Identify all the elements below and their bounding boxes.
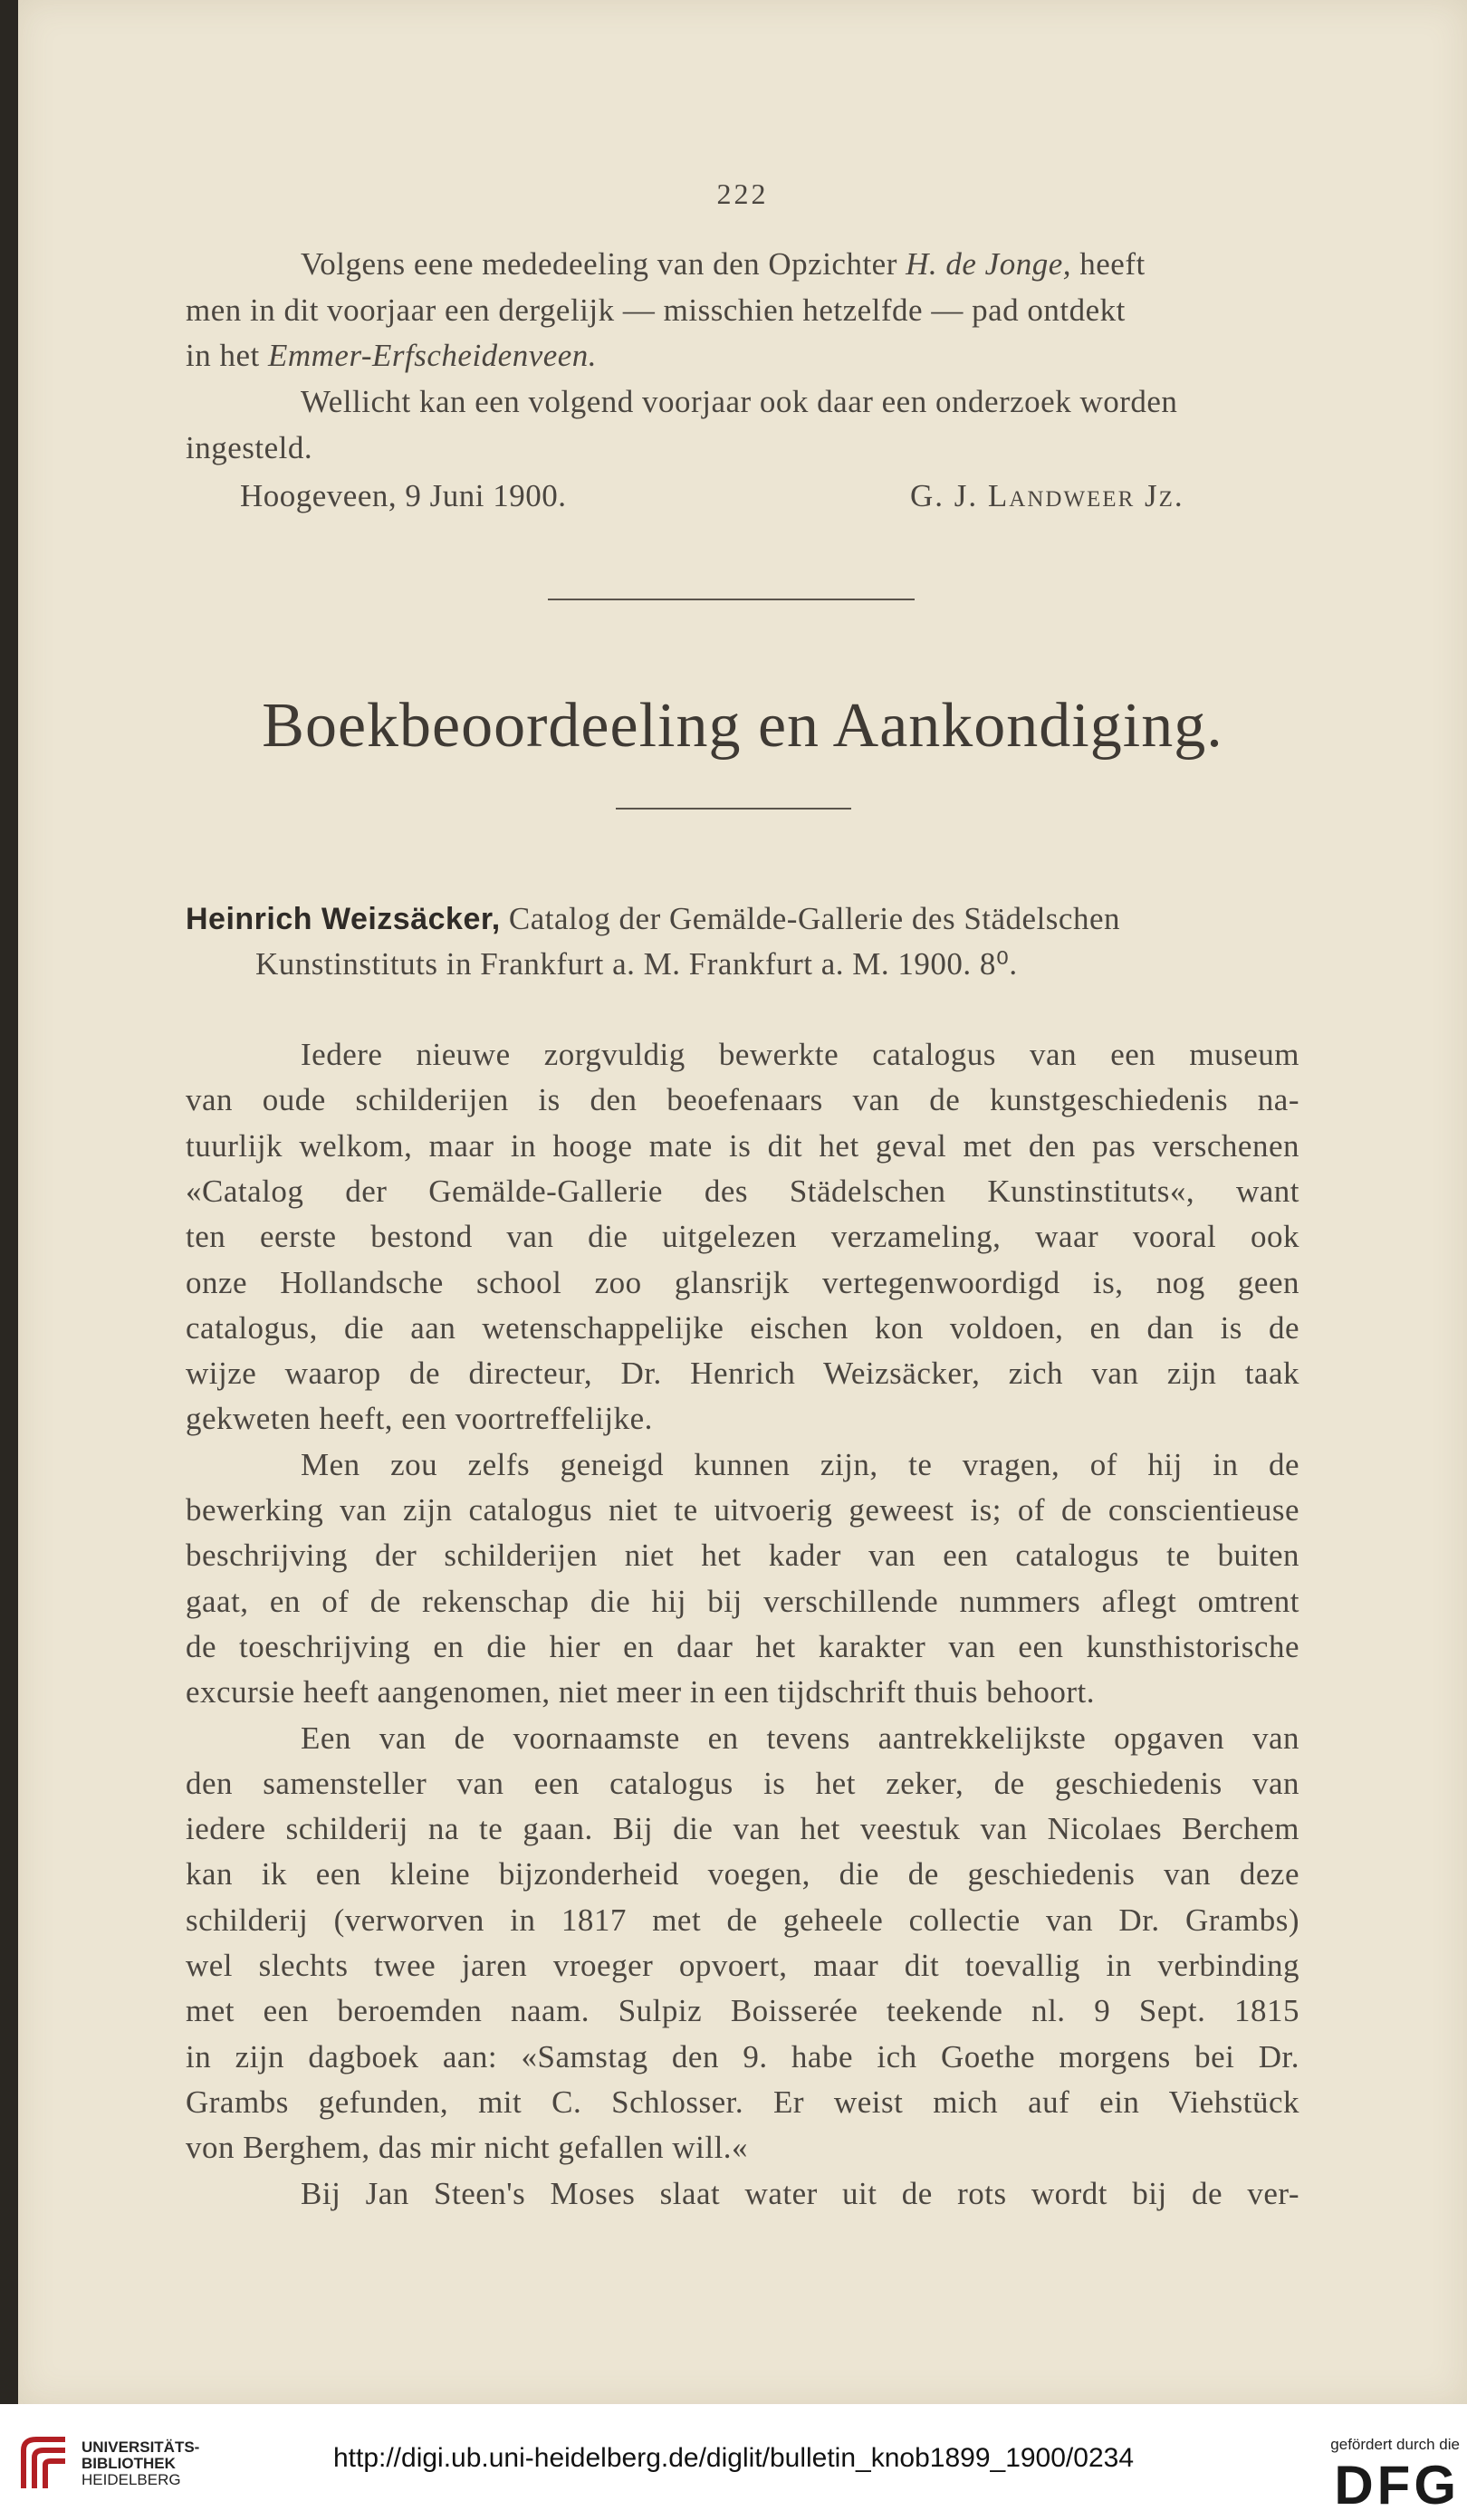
- scanned-page: [18, 0, 1467, 2404]
- page-number: 222: [716, 177, 769, 210]
- body-line: «Catalog der Gemälde-Gallerie des Städelschen Kunstinstituts«, want: [186, 1173, 1299, 1209]
- body-line: iedere schilderij na te gaan. Bij die van het veestuk van Nicolaes Berchem: [186, 1811, 1299, 1847]
- body-line: von Berghem, das mir nicht gefallen will.«: [186, 2130, 749, 2166]
- source-url-link[interactable]: http://digi.ub.uni-heidelberg.de/diglit/bulletin_knob1899_1900/0234: [332, 2443, 1135, 2473]
- place-date: Hoogeveen, 9 Juni 1900.: [240, 478, 567, 513]
- body-line: Bij Jan Steen's Moses slaat water uit de rots wordt bij de ver-: [301, 2175, 1299, 2211]
- body-line: kan ik een kleine bijzonderheid voegen, die de geschiedenis van deze: [186, 1856, 1299, 1892]
- body-line: excursie heeft aangenomen, niet meer in een tijdschrift thuis behoort.: [186, 1674, 1095, 1710]
- review-author: Heinrich Weizsäcker,: [186, 902, 501, 936]
- body-line: Iedere nieuwe zorgvuldig bewerkte catalogus van een museum: [301, 1037, 1299, 1072]
- intro-line-3: in het Emmer-Erfscheidenveen.: [186, 338, 598, 373]
- body-line: wijze waarop de directeur, Dr. Henrich Weizsäcker, zich van zijn taak: [186, 1356, 1299, 1392]
- section-title: Boekbeoordeeling en Aankondiging.: [262, 691, 1223, 761]
- body-line: bewerking van zijn catalogus niet te uitvoerig geweest is; of de conscientieuse: [186, 1492, 1299, 1528]
- body-line: de toeschrijving en die hier en daar het karakter van een kunsthistorische: [186, 1628, 1299, 1664]
- body-line: beschrijving der schilderijen niet het kader van een catalogus te buiten: [186, 1538, 1299, 1574]
- review-citation-line-1: Heinrich Weizsäcker, Catalog der Gemälde-Gallerie des Städelschen: [186, 901, 1120, 936]
- title-underline-rule: [616, 808, 851, 810]
- signature: G. J. Landweer Jz.: [910, 478, 1184, 513]
- funder-caption: gefördert durch die: [1330, 2436, 1460, 2453]
- body-line: catalogus, die aan wetenschappelijke eischen kon voldoen, en dan is de: [186, 1309, 1299, 1346]
- body-line: met een beroemden naam. Sulpiz Boisserée teekende nl. 9 Sept. 1815: [186, 1993, 1299, 2029]
- body-line: gekweten heeft, een voortreffelijke.: [186, 1401, 653, 1437]
- body-line: in zijn dagboek aan: «Samstag den 9. habe ich Goethe morgens bei Dr.: [186, 2038, 1299, 2074]
- library-logo-text: UNIVERSITÄTS- BIBLIOTHEK HEIDELBERG: [82, 2439, 200, 2488]
- body-line: van oude schilderijen is den beoefenaars van de kunstgeschiedenis na-: [186, 1082, 1299, 1118]
- body-line: ten eerste bestond van die uitgelezen verzameling, waar vooral ook: [186, 1219, 1299, 1255]
- dfg-logo: DFG: [1334, 2455, 1460, 2515]
- intro-line-1: Volgens eene mededeeling van den Opzichter H. de Jonge, heeft: [301, 246, 1146, 282]
- body-line: tuurlijk welkom, maar in hooge mate is dit het geval met den pas verschenen: [186, 1127, 1299, 1164]
- body-line: den samensteller van een catalogus is het zeker, de geschiedenis van: [186, 1765, 1299, 1801]
- body-line: Men zou zelfs geneigd kunnen zijn, te vragen, of hij in de: [301, 1446, 1299, 1482]
- body-line: Grambs gefunden, mit C. Schlosser. Er weist mich auf ein Viehstück: [186, 2084, 1299, 2120]
- body-line: onze Hollandsche school zoo glansrijk vertegenwoordigd is, nog geen: [186, 1264, 1299, 1300]
- body-line: schilderij (verworven in 1817 met de geheele collectie van Dr. Grambs): [186, 1902, 1299, 1938]
- intro-line-4: Wellicht kan een volgend voorjaar ook daar een onderzoek worden: [301, 384, 1178, 419]
- body-line: Een van de voornaamste en tevens aantrekkelijkste opgaven van: [301, 1720, 1299, 1756]
- intro-line-2: men in dit voorjaar een dergelijk — misschien hetzelfde — pad ontdekt: [186, 292, 1126, 328]
- review-citation-line-2: Kunstinstituts in Frankfurt a. M. Frankfurt a. M. 1900. 8⁰.: [255, 946, 1018, 982]
- separator-rule: [548, 599, 915, 600]
- intro-line-5: ingesteld.: [186, 430, 313, 465]
- body-line: gaat, en of de rekenschap die hij bij verschillende nummers aflegt omtrent: [186, 1583, 1299, 1619]
- body-line: wel slechts twee jaren vroeger opvoert, maar dit toevallig in verbinding: [186, 1948, 1299, 1983]
